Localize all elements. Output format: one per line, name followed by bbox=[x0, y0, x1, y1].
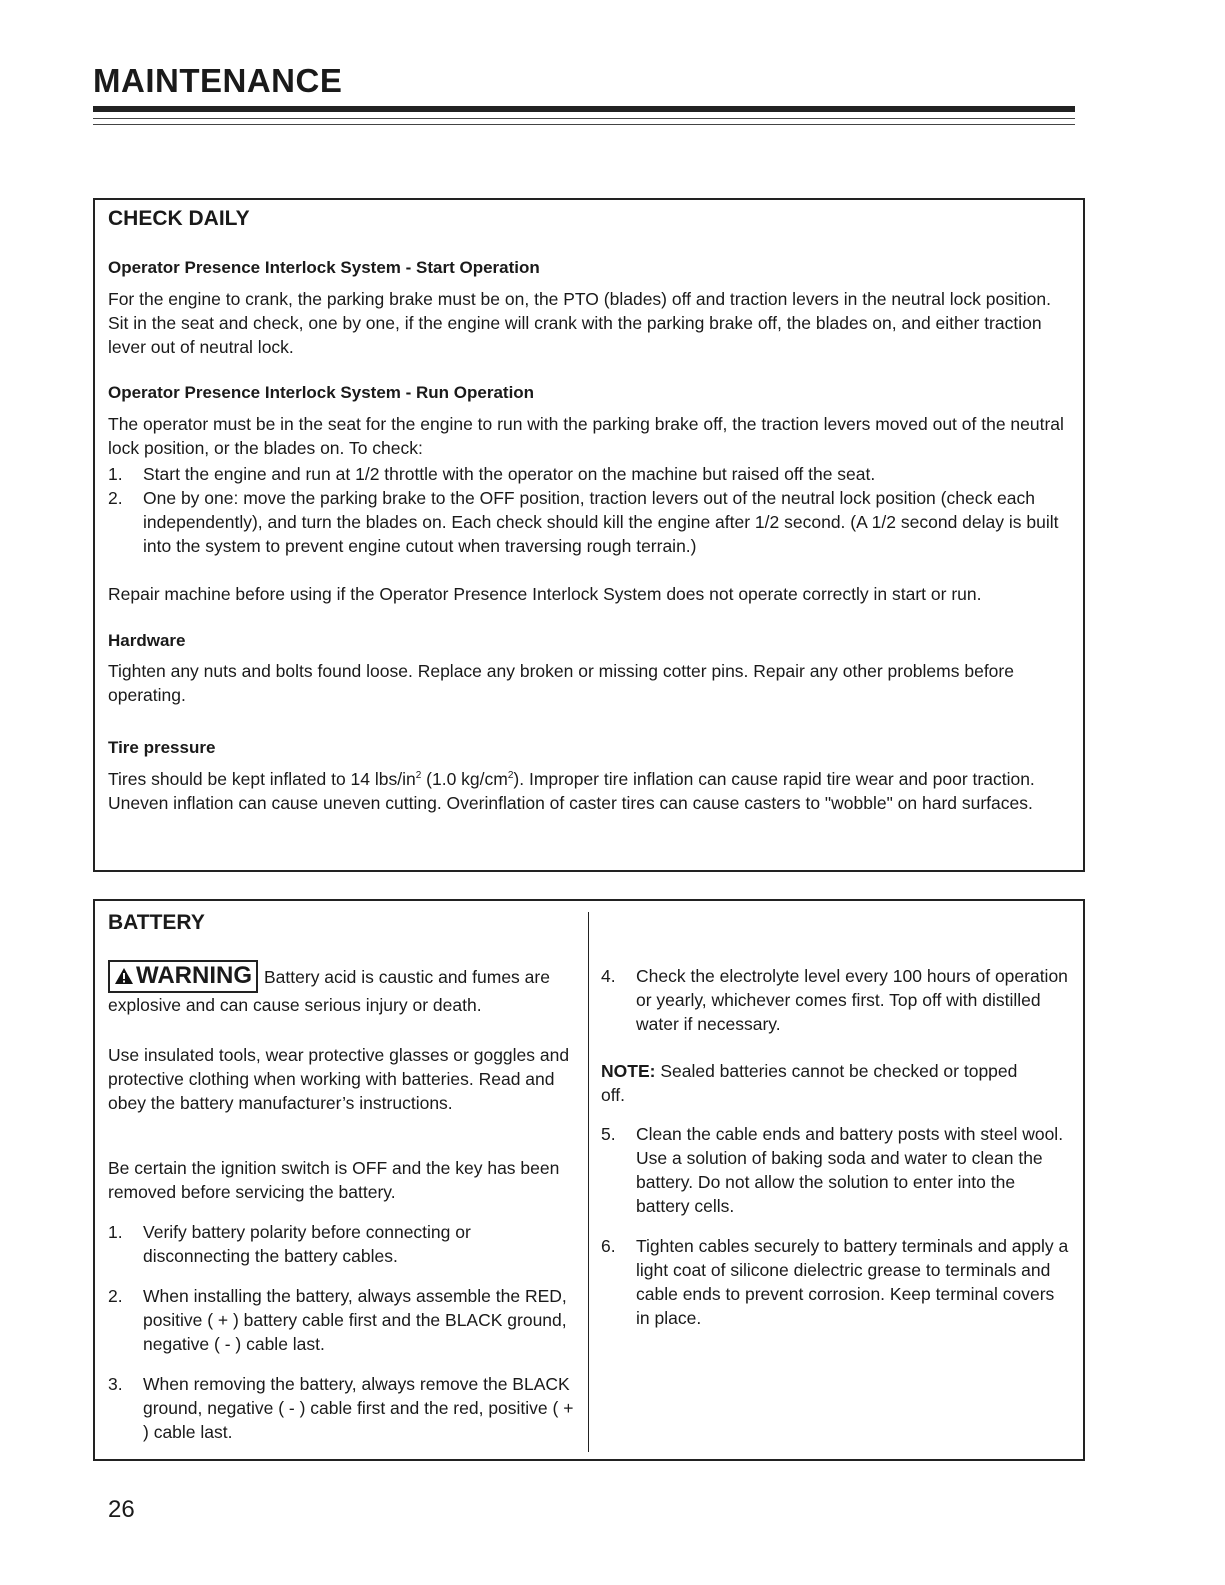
title-rule-thin bbox=[93, 118, 1075, 119]
run-operation-steps bbox=[108, 462, 1068, 558]
list-item bbox=[108, 1220, 578, 1268]
list-item bbox=[108, 462, 1068, 486]
list-item-text: Check the electrolyte level every 100 hours of operation or yearly, whichever comes first. Top off with distilled water if necessary. bbox=[636, 966, 1068, 1034]
hardware-text: Tighten any nuts and bolts found loose. Replace any broken or missing cotter pins. Repair any other problems before operating. bbox=[108, 661, 1014, 705]
list-number: 2. bbox=[108, 1286, 123, 1306]
note-label: NOTE: bbox=[601, 1061, 656, 1081]
repair-text: Repair machine before using if the Operator Presence Interlock System does not operate correctly in start or run. bbox=[108, 584, 982, 604]
warning-block bbox=[108, 960, 578, 1017]
title-rule-thin bbox=[93, 124, 1075, 125]
list-number: 4. bbox=[601, 966, 616, 986]
start-operation-text: For the engine to crank, the parking brake must be on, the PTO (blades) off and traction levers in the neutral lock position. Sit in the seat and check, one by one, if the engine will crank with the parking brake off, the blades on, and either traction lever out of neutral lock. bbox=[108, 289, 1051, 357]
list-item-text: Clean the cable ends and battery posts with steel wool. Use a solution of baking soda and water to clean the battery. Do not allow the solution to enter into the battery cells. bbox=[636, 1124, 1064, 1216]
warning-triangle-icon bbox=[114, 965, 134, 991]
list-item bbox=[108, 1284, 578, 1356]
battery-tools-text: Use insulated tools, wear protective glasses or goggles and protective clothing when working with batteries. Read and obey the battery manufacturer’s instructions. bbox=[108, 1045, 570, 1113]
battery-heading: BATTERY bbox=[108, 911, 205, 934]
list-item bbox=[601, 1122, 1071, 1218]
battery-step-4 bbox=[601, 964, 1071, 1036]
note-text: NOTE: Sealed batteries cannot be checked or topped off. bbox=[601, 1061, 1018, 1105]
hardware-heading: Hardware bbox=[108, 631, 186, 650]
list-item bbox=[601, 964, 1071, 1036]
run-operation-text: The operator must be in the seat for the engine to run with the parking brake off, the traction levers moved out of the neutral lock position, or the blades on. To check: bbox=[108, 414, 1064, 458]
list-number: 6. bbox=[601, 1236, 616, 1256]
list-number: 1. bbox=[108, 1222, 123, 1242]
list-item-text: Verify battery polarity before connecting or disconnecting the battery cables. bbox=[143, 1222, 471, 1266]
start-operation-heading: Operator Presence Interlock System - Start Operation bbox=[108, 258, 540, 277]
title-rule bbox=[93, 106, 1075, 112]
battery-steps-right bbox=[601, 1122, 1071, 1330]
check-daily-heading: CHECK DAILY bbox=[108, 207, 250, 230]
list-number: 3. bbox=[108, 1374, 123, 1394]
list-item bbox=[108, 486, 1068, 558]
battery-steps-left bbox=[108, 1220, 578, 1444]
list-item-text: When removing the battery, always remove the BLACK ground, negative ( - ) cable first and the red, positive ( + ) cable last. bbox=[143, 1374, 574, 1442]
tire-pressure-heading: Tire pressure bbox=[108, 738, 216, 757]
warning-text: Battery acid is caustic and fumes are explosive and can cause serious injury or death. bbox=[108, 967, 550, 1015]
warning-label: WARNING bbox=[136, 962, 252, 989]
list-item-text: One by one: move the parking brake to the OFF position, traction levers out of the neutral lock position (check each independently), and turn the blades on. Each check should kill the engine after 1/2 second. (A 1/2 second delay is built into the system to prevent engine cutout when traversing rough terrain.) bbox=[143, 488, 1059, 556]
list-number: 1. bbox=[108, 464, 123, 484]
list-item-text: When installing the battery, always assemble the RED, positive ( + ) battery cable first and the BLACK ground, negative ( - ) cable last. bbox=[143, 1286, 567, 1354]
list-item bbox=[108, 1372, 578, 1444]
page-number: 26 bbox=[108, 1496, 135, 1523]
page-title: MAINTENANCE bbox=[93, 62, 343, 99]
list-number: 5. bbox=[601, 1124, 616, 1144]
list-number: 2. bbox=[108, 488, 123, 508]
column-divider bbox=[588, 912, 589, 1452]
tire-pressure-text: Tires should be kept inflated to 14 lbs/$in^2$ (1.0 $kg/cm^2$). Improper tire inflation can cause rapid tire wear and poor traction. Uneven inflation can cause uneven cutting. Overinflation of caster tires can cause casters to "wobble" on hard surfaces. bbox=[108, 769, 1035, 813]
warning-badge bbox=[108, 960, 258, 993]
battery-ignition-text: Be certain the ignition switch is OFF and the key has been removed before servicing the battery. bbox=[108, 1158, 560, 1202]
list-item bbox=[601, 1234, 1071, 1330]
run-operation-heading: Operator Presence Interlock System - Run Operation bbox=[108, 383, 535, 402]
list-item-text: Start the engine and run at 1/2 throttle with the operator on the machine but raised off the seat. bbox=[143, 464, 876, 484]
list-item-text: Tighten cables securely to battery terminals and apply a light coat of silicone dielectric grease to terminals and cable ends to prevent corrosion. Keep terminal covers in place. bbox=[636, 1236, 1069, 1328]
